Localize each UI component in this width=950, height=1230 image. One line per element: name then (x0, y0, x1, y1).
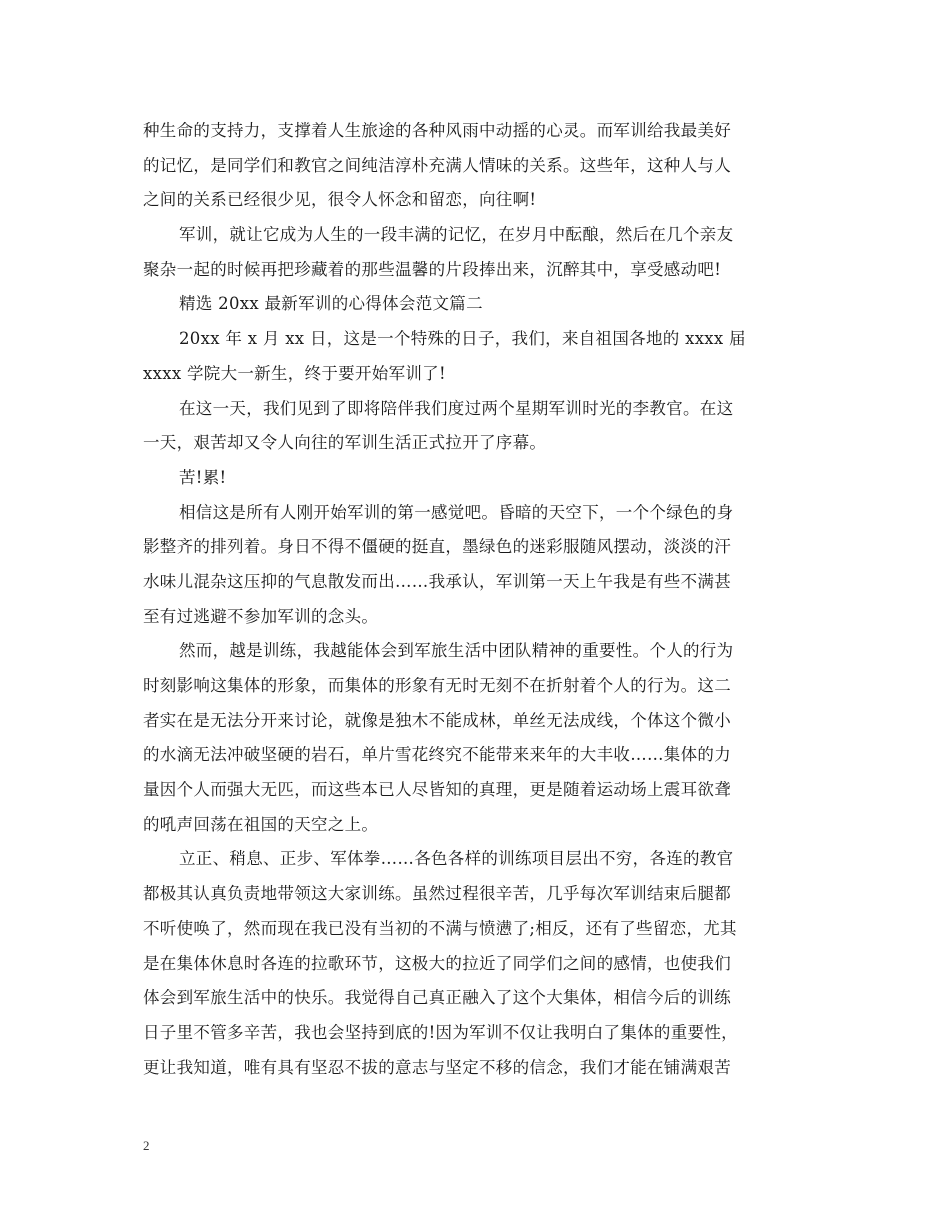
text-line: 影整齐的排列着。身日不得不僵硬的挺直，墨绿色的迷彩服随风摆动，淡淡的汗 (143, 537, 731, 557)
text-line: 水味儿混杂这压抑的气息散发而出……我承认，军训第一天上午我是有些不满甚 (143, 571, 731, 591)
text-line: 然而，越是训练，我越能体会到军旅生活中团队精神的重要性。个人的行为 (179, 641, 734, 661)
page-number: 2 (143, 1138, 150, 1153)
section-heading: 精选 20xx 最新军训的心得体会范文篇二 (179, 294, 483, 314)
text-line: 军训，就让它成为人生的一段丰满的记忆，在岁月中酝酿，然后在几个亲友 (179, 225, 734, 245)
text-line: 之间的关系已经很少见，很令人怀念和留恋，向往啊! (143, 190, 537, 210)
text-line: 立正、稍息、正步、军体拳……各色各样的训练项目层出不穷，各连的教官 (179, 849, 734, 869)
text-line: 20xx 年 x 月 xx 日，这是一个特殊的日子，我们，来自祖国各地的 xxxx 届 (179, 329, 746, 349)
text-line: 不听使唤了，然而现在我已没有当初的不满与愤懑了;相反，还有了些留恋，尤其 (143, 918, 737, 938)
text-line: 体会到军旅生活中的快乐。我觉得自己真正融入了这个大集体，相信今后的训练 (143, 988, 731, 1008)
text-line: 在这一天，我们见到了即将陪伴我们度过两个星期军训时光的李教官。在这 (179, 398, 734, 418)
text-line: 日子里不管多辛苦，我也会坚持到底的!因为军训不仅让我明白了集体的重要性， (143, 1022, 738, 1042)
text-line: 种生命的支持力，支撑着人生旅途的各种风雨中动摇的心灵。而军训给我最美好 (143, 121, 731, 140)
text-line: 时刻影响这集体的形象，而集体的形象有无时无刻不在折射着个人的行为。这二 (143, 676, 731, 695)
text-line: 都极其认真负责地带领这大家训练。虽然过程很辛苦，几乎每次军训结束后腿都 (143, 884, 731, 904)
text-line: 的吼声回荡在祖国的天空之上。 (143, 814, 379, 834)
body-text (143, 114, 813, 1085)
text-line: 一天，艰苦却又令人向往的军训生活正式拉开了序幕。 (143, 433, 547, 453)
text-line: 苦!累! (179, 467, 227, 487)
text-line: 至有过逃避不参加军训的念头。 (143, 606, 379, 626)
text-line: xxxx 学院大一新生，终于要开始军训了! (143, 363, 446, 383)
text-line: 聚杂一起的时候再把珍藏着的那些温馨的片段捧出来，沉醉其中，享受感动吧! (143, 259, 722, 279)
text-line: 的记忆，是同学们和教官之间纯洁淳朴充满人情味的关系。这些年，这种人与人 (143, 155, 731, 175)
text-line: 量因个人而强大无匹，而这些本已人尽皆知的真理，更是随着运动场上震耳欲聋 (143, 780, 731, 800)
text-line: 更让我知道，唯有具有坚忍不拔的意志与坚定不移的信念，我们才能在铺满艰苦 (143, 1057, 731, 1077)
text-line: 相信这是所有人刚开始军训的第一感觉吧。昏暗的天空下，一个个绿色的身 (179, 502, 734, 522)
text-line: 者实在是无法分开来讨论，就像是独木不能成林，单丝无法成线，个体这个微小 (143, 710, 731, 730)
text-line: 的水滴无法冲破坚硬的岩石，单片雪花终究不能带来来年的大丰收……集体的力 (143, 745, 731, 765)
text-line: 是在集体休息时各连的拉歌环节，这极大的拉近了同学们之间的感情，也使我们 (143, 953, 731, 973)
